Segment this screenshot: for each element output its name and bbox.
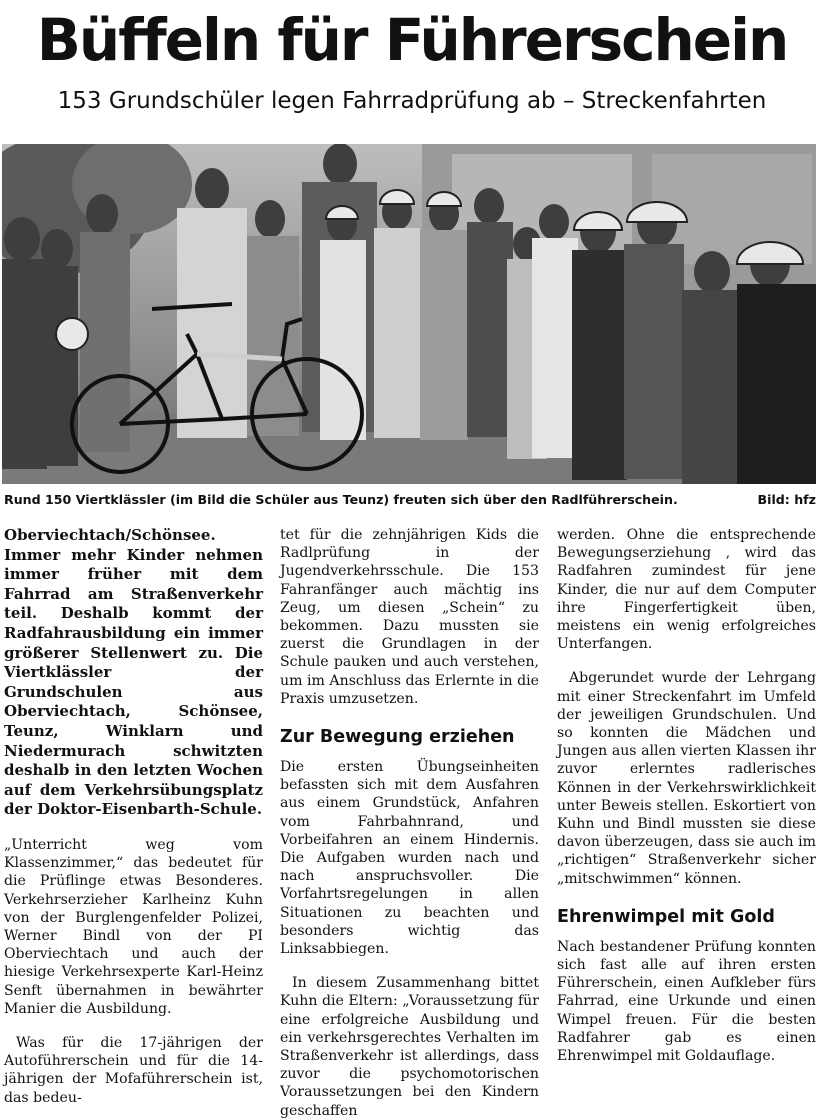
article-lead: Oberviechtach/Schönsee. Immer mehr Kinder nehmen immer früher mit dem Fahrrad am Straßenverkehr teil. Deshalb kommt der Radfahrausbildung ein immer größerer Stellenwert zu. Die Viertklässler der Grundschulen aus Oberviechtach, Schönsee, Teunz, Winklarn und Niedermurach schwitzten deshalb in den letzten Wochen auf dem Verkehrsübungsplatz der Doktor-Eisenbarth-Schule.	[4, 526, 263, 819]
subheading-ehrenwimpel: Ehrenwimpel mit Gold	[557, 906, 775, 927]
article-column-1	[4, 526, 263, 1107]
article-column-3	[557, 526, 816, 1065]
subheadline: 153 Grundschüler legen Fahrradprüfung ab – Streckenfahrten	[57, 88, 767, 114]
caption-text: Rund 150 Viertklässler (im Bild die Schüler aus Teunz) freuten sich über den Radlführerschein.	[4, 492, 678, 507]
subheading-bewegung: Zur Bewegung erziehen	[280, 727, 515, 748]
photo-illustration	[2, 144, 816, 484]
article-paragraph: Die ersten Übungseinheiten befassten sich mit dem Ausfahren aus einem Grundstück, Anfahren vom Fahrbahnrand, und Vorbeifahren an einem Hindernis. Die Aufgaben wurden nach und nach anspruchsvoller. Die Vorfahrtsregelungen in allen Situationen zu beachten und besonders wichtig das Linksabbiegen.	[280, 759, 539, 958]
article-paragraph: tet für die zehnjährigen Kids die Radlprüfung in der Jugendverkehrsschule. Die 153 Fahranfänger auch mächtig ins Zeug, um diesen „Schein“ zu bekommen. Dazu mussten sie zuerst die Grundlagen in der Schule pauken und auch verstehen, um im Anschluss das Erlernte in die Praxis umzusetzen.	[280, 527, 539, 707]
article-paragraph: werden. Ohne die entsprechende Bewegungserziehung , wird das Radfahren zumindest für jene Kinder, die nur auf dem Computer ihre Fingerfertigkeit üben, meistens ein wenig erfolgreiches Unterfangen.	[557, 527, 816, 653]
article-paragraph: Abgerundet wurde der Lehrgang mit einer Streckenfahrt im Umfeld der jeweiligen Grundschulen. Und so konnten die Mädchen und Jungen aus allen vierten Klassen ihr zuvor erlerntes radlerisches Können in der Verkehrswirklichkeit unter Beweis stellen. Eskortiert von Kuhn und Bindl mussten sie diese davon überzeugen, dass sie auch im „richtigen“ Straßenverkehr sicher „mitschwimmen“ können.	[557, 670, 816, 887]
photo-caption	[4, 491, 816, 509]
article-paragraph: „Unterricht weg vom Klassenzimmer,“ das bedeutet für die Prüflinge etwas Besonderes. Verkehrserzieher Karlheinz Kuhn von der Burglengenfelder Polizei, Werner Bindl von der PI Oberviechtach und auch der hiesige Verkehrsexperte Karl-Heinz Senft übernahmen in bewährter Manier die Ausbildung.	[4, 836, 263, 1017]
photo-credit: Bild: hfz	[757, 492, 816, 507]
headline: Büffeln für Führerschein	[36, 6, 788, 74]
article-paragraph: Nach bestandener Prüfung konnten sich fast alle auf ihren ersten Führerschein, einen Aufkleber fürs Fahrrad, eine Urkunde und einen Wimpel freuen. Für die besten Radfahrer gab es einen Ehrenwimpel mit Goldauflage.	[557, 938, 816, 1065]
article-column-2	[280, 526, 539, 1120]
article-paragraph: In diesem Zusammenhang bittet Kuhn die Eltern: „Voraussetzung für eine erfolgreiche Ausbildung und ein verkehrsgerechtes Verhalten im Straßenverkehr ist allerdings, dass zuvor die psychomotorischen Voraussetzungen bei den Kindern geschaffen	[280, 975, 539, 1119]
article-paragraph: Was für die 17-jährigen der Autoführerschein und für die 14-jährigen der Mofaführerschein ist, das bedeu-	[4, 1034, 263, 1106]
group-photo	[2, 144, 816, 484]
